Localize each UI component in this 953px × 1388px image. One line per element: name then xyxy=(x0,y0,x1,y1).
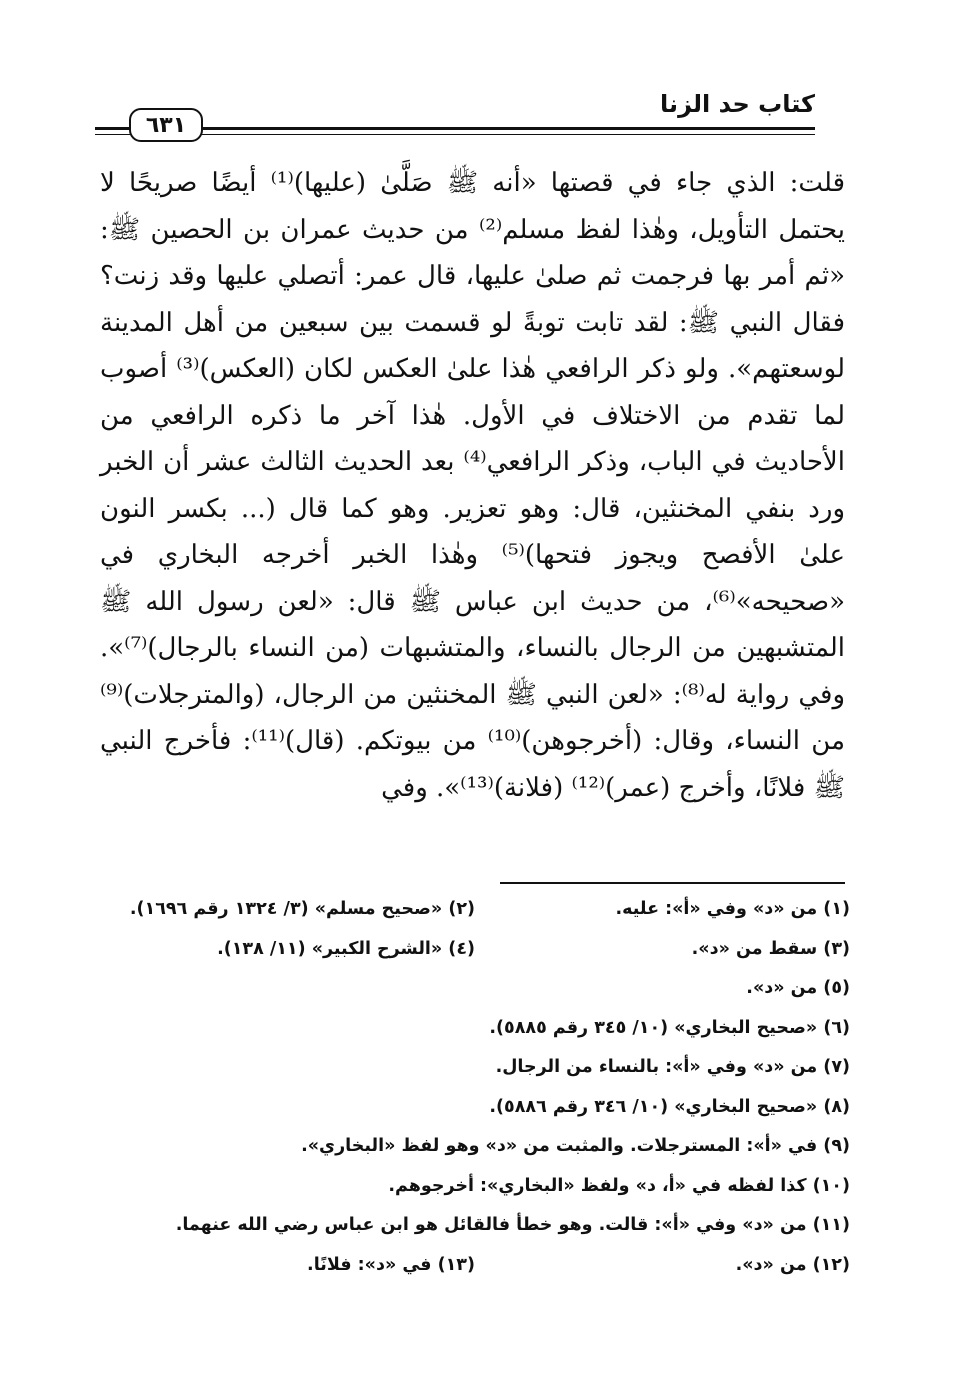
main-text xyxy=(100,160,845,811)
footnote-separator xyxy=(500,882,845,884)
footnote-13: (١٣) في «د»: فلانًا. xyxy=(307,1254,475,1275)
footnote-5: (٥) من «د». xyxy=(746,978,850,998)
footnotes xyxy=(100,890,850,1285)
footnote-2: (٢) «صحيح مسلم» (٣/ ١٣٢٤ رقم ١٦٩٦). xyxy=(129,899,475,919)
footnote-11: (١١) من «د» وفي «أ»: قالت. وهو خطأ فالقائل هو ابن عباس رضي الله عنهما. xyxy=(175,1215,850,1235)
footnote-10: (١٠) كذا لفظه في «أ، د» ولفظ «البخاري»: أخرجوهم. xyxy=(388,1175,850,1196)
header-rule-thin xyxy=(95,134,815,135)
footnote-3: (٣) سقط من «د». xyxy=(691,938,850,959)
footnote-8: (٨) «صحيح البخاري» (١٠/ ٣٤٦ رقم ٥٨٨٦). xyxy=(489,1096,850,1117)
footnote-7: (٧) من «د» وفي «أ»: بالنساء من الرجال. xyxy=(495,1057,850,1077)
page-header xyxy=(95,78,815,148)
main-paragraph: قلت: الذي جاء في قصتها «أنه ﷺ صَلَّىٰ (عليها)⁽¹⁾ أيضًا صريحًا لا يحتمل التأويل، وهٰذا لفظ مسلم⁽²⁾ من حديث عمران بن الحصين ﷺ: «ثم أمر بها فرجمت ثم صلىٰ عليها، قال عمر: أتصلي عليها وقد زنت؟ فقال النبي ﷺ: لقد تابت توبةً لو قسمت بين سبعين من أهل المدينة لوسعتهم». ولو ذكر الرافعي هٰذا علىٰ العكس لكان (العكس)⁽³⁾ أصوب لما تقدم من الاختلاف في الأول. هٰذا آخر ما ذكره الرافعي من الأحاديث في الباب، وذكر الرافعي⁽⁴⁾ بعد الحديث الثالث عشر أن الخبر ورد بنفي المخنثين، قال: وهو تعزير. وهو كما قال (... بكسر النون علىٰ الأفصح ويجوز فتحها)⁽⁵⁾ وهٰذا الخبر أخرجه البخاري في «صحيحه»⁽⁶⁾، من حديث ابن عباس ﷺ قال: «لعن رسول الله ﷺ المتشبهين من الرجال بالنساء، والمتشبهات (من النساء بالرجال)⁽⁷⁾». وفي رواية له⁽⁸⁾: «لعن النبي ﷺ المخنثين من الرجال، (والمترجلات)⁽⁹⁾ من النساء، وقال: (أخرجوهن)⁽¹⁰⁾ من بيوتكم. (قال)⁽¹¹⁾: فأخرج النبي ﷺ فلانًا، وأخرج (عمر)⁽¹²⁾ (فلانة)⁽¹³⁾». وفي xyxy=(100,168,845,803)
footnote-4: (٤) «الشرح الكبير» (١١/ ١٣٨). xyxy=(217,938,475,959)
footnote-1: (١) من «د» وفي «أ»: عليه. xyxy=(615,899,850,919)
chapter-title: كتاب حد الزنا xyxy=(660,90,815,118)
footnote-12: (١٢) من «د». xyxy=(735,1254,850,1275)
footnote-9: (٩) في «أ»: المسترجلات. والمثبت من «د» وهو لفظ «البخاري». xyxy=(301,1136,850,1156)
page-number: ٦٣١ xyxy=(129,108,203,142)
header-rule xyxy=(95,127,815,130)
footnote-6: (٦) «صحيح البخاري» (١٠/ ٣٤٥ رقم ٥٨٨٥). xyxy=(489,1017,850,1038)
